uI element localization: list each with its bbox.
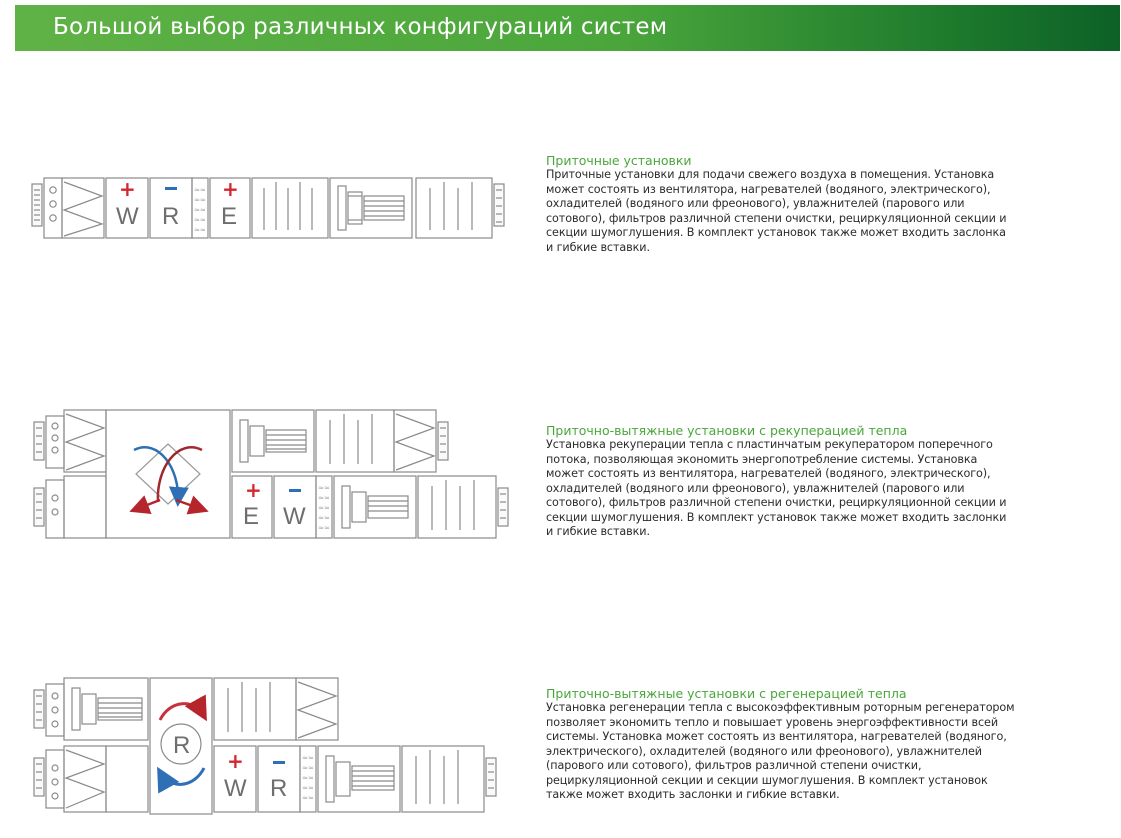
heater-plus-icon: + <box>119 177 136 201</box>
svg-text:≈≈: ≈≈ <box>318 484 330 492</box>
recuperation-description <box>546 423 1016 540</box>
svg-text:≈≈: ≈≈ <box>194 216 206 224</box>
section-body: Приточные установки для подачи свежего воздуха в помещения. Установка может состоять из вентилятора, нагревателей (водяного, электрического), охладителей (водяного или фреонового), увлажнителей (парового или сотового), фильтров различной степени очистки, рециркуляционной секции и секции шумоглушения. В комплект установок также может входить заслонка и гибкие вставки. <box>546 168 1007 254</box>
regeneration-description <box>546 686 1016 803</box>
recirculation-label: R <box>162 203 180 230</box>
svg-text:≈≈: ≈≈ <box>318 494 330 502</box>
svg-text:≈≈: ≈≈ <box>318 504 330 512</box>
water-heater-label: W <box>283 503 306 530</box>
heater-plus-icon: + <box>245 478 262 502</box>
cooler-minus-icon <box>165 187 177 190</box>
rotor-arrow-blue <box>160 768 204 784</box>
supply-unit-diagram <box>30 174 510 242</box>
electric-plus-icon: + <box>222 177 239 201</box>
svg-text:≈≈: ≈≈ <box>194 196 206 204</box>
water-heater-label: W <box>116 203 139 230</box>
section-body: Установка регенерации тепла с высокоэффективным роторным регенератором позволяет экономить тепло и повышает уровень энергоэффективности всей системы. Установка может состоять из вентилятора, нагревателей (водяного, электрического), охладителей (водяного или фреонового), увлажнителей (парового или сотового), фильтров различной степени очистки, рециркуляционной секции и секции шумоглушения. В комплект установок также может входить заслонки и гибкие вставки. <box>546 701 1015 801</box>
warm-flow-arrow-left <box>134 500 160 510</box>
rotor-label: R <box>173 732 191 759</box>
water-heater-label: W <box>224 775 247 802</box>
svg-text:≈≈: ≈≈ <box>302 754 314 762</box>
svg-text:≈≈: ≈≈ <box>318 514 330 522</box>
svg-text:≈≈: ≈≈ <box>318 524 330 532</box>
supply-description <box>546 153 1016 255</box>
svg-text:≈≈: ≈≈ <box>302 774 314 782</box>
recirculation-label: R <box>270 775 288 802</box>
svg-text:≈≈: ≈≈ <box>194 206 206 214</box>
cooler-minus-icon <box>273 761 285 764</box>
section-title: Приточно-вытяжные установки с рекуперацией тепла <box>546 423 908 438</box>
page-title: Большой выбор различных конфигураций систем <box>53 14 668 40</box>
regeneration-unit-diagram <box>30 676 510 816</box>
heater-plus-icon: + <box>227 749 244 773</box>
svg-text:≈≈: ≈≈ <box>194 186 206 194</box>
svg-text:≈≈: ≈≈ <box>302 764 314 772</box>
cooler-minus-icon <box>289 489 301 492</box>
section-title: Приточно-вытяжные установки с регенерацией тепла <box>546 686 907 701</box>
svg-text:≈≈: ≈≈ <box>302 784 314 792</box>
header-banner <box>15 5 1120 51</box>
electric-heater-label: E <box>221 203 238 230</box>
section-body: Установка рекуперации тепла с пластинчатым рекуператором поперечного потока, позволяющая экономить энергопотребление системы. Установка может состоять из вентилятора, нагревателей (водяного, электрического), охладителей (водяного или фреонового), увлажнителей (парового или сотового), фильтров различной степени очистки, рециркуляционной секции и секции шумоглушения. В комплект установок также может входить заслонки и гибкие вставки. <box>546 438 1007 538</box>
recuperation-unit-diagram <box>30 408 520 543</box>
warm-flow-arrow-right <box>176 500 204 510</box>
rotor-arrow-red <box>160 704 204 720</box>
svg-text:≈≈: ≈≈ <box>302 794 314 802</box>
svg-text:≈≈: ≈≈ <box>194 226 206 234</box>
electric-heater-label: E <box>243 503 260 530</box>
section-title: Приточные установки <box>546 153 692 168</box>
